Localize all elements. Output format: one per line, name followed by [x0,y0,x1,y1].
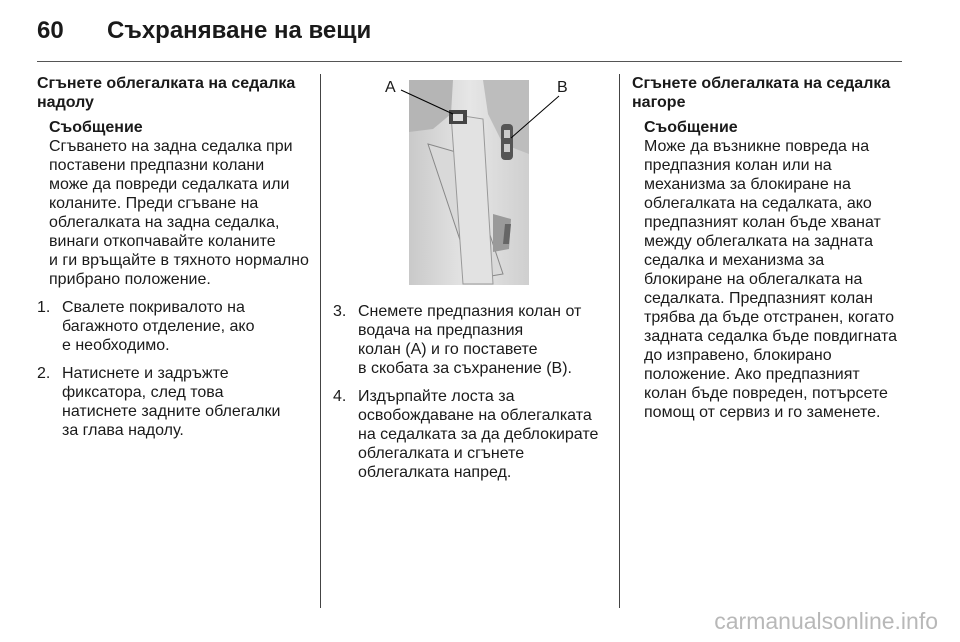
column-divider-1 [320,74,321,608]
step-number: 3. [333,303,347,320]
step-number: 2. [37,365,51,382]
list-item [37,298,309,355]
notice-title: Съобщение [644,119,738,136]
column-fold-up [632,74,907,422]
step-number: 1. [37,299,51,316]
seat-belt-drawing [333,74,608,294]
steps-list [333,302,608,482]
column-divider-2 [619,74,620,608]
section-title-fold-down: Сгънете облегалката на седалка надолу [37,75,296,111]
list-item [333,302,608,378]
notice-box [37,118,309,289]
notice-text: Сгъването на задна седалка при поставени предпазни колани може да повреди седалката или коланите. Преди сгъване на облегалката на задна седалка, винаги откопчавайте коланите и ги връщайте в тяхното нормално прибрано положение. [49,138,309,288]
step-number: 4. [333,388,347,405]
list-item [333,387,608,482]
step-text: Снемете предпазния колан от водача на предпазния колан (A) и го поставете в скобата за съхранение (B). [358,303,582,377]
column-figure-steps [333,74,608,491]
figure-label-a: A [385,79,396,96]
chapter-title: Съхраняване на вещи [107,17,372,44]
column-fold-down [37,74,309,449]
step-text: Свалете покривалото на багажното отделение, ако е необходимо. [62,299,255,354]
figure-label-b: B [557,79,568,96]
page-header [37,14,371,48]
notice-text: Може да възникне повреда на предпазния колан или на механизма за блокиране на облегалката на седалката, ако предпазният колан бъде хванат между облегалката на задната седалка и механизма за блокиране на облегалката на седалката. Предпазният колан трябва да бъде отстранен, когато задната седалка бъде повдигната до изправено, блокирано положение. Ако предпазният колан бъде повреден, потърсете помощ от сервиз и го заменете. [644,138,897,421]
notice-box [632,118,907,422]
steps-list [37,298,309,440]
step-text: Натиснете и задръжте фиксатора, след това натиснете задните облегалки за глава надолу. [62,365,281,439]
list-item [37,364,309,440]
page-number: 60 [37,17,64,44]
header-divider [37,61,902,62]
seat-belt-illustration [333,74,608,294]
watermark: carmanualsonline.info [714,608,938,634]
section-title-fold-up: Сгънете облегалката на седалка нагоре [632,75,891,111]
notice-title: Съобщение [49,119,143,136]
step-text: Издърпайте лоста за освобождаване на облегалката на седалката за да деблокирате облегалката и сгънете облегалката напред. [358,388,599,481]
